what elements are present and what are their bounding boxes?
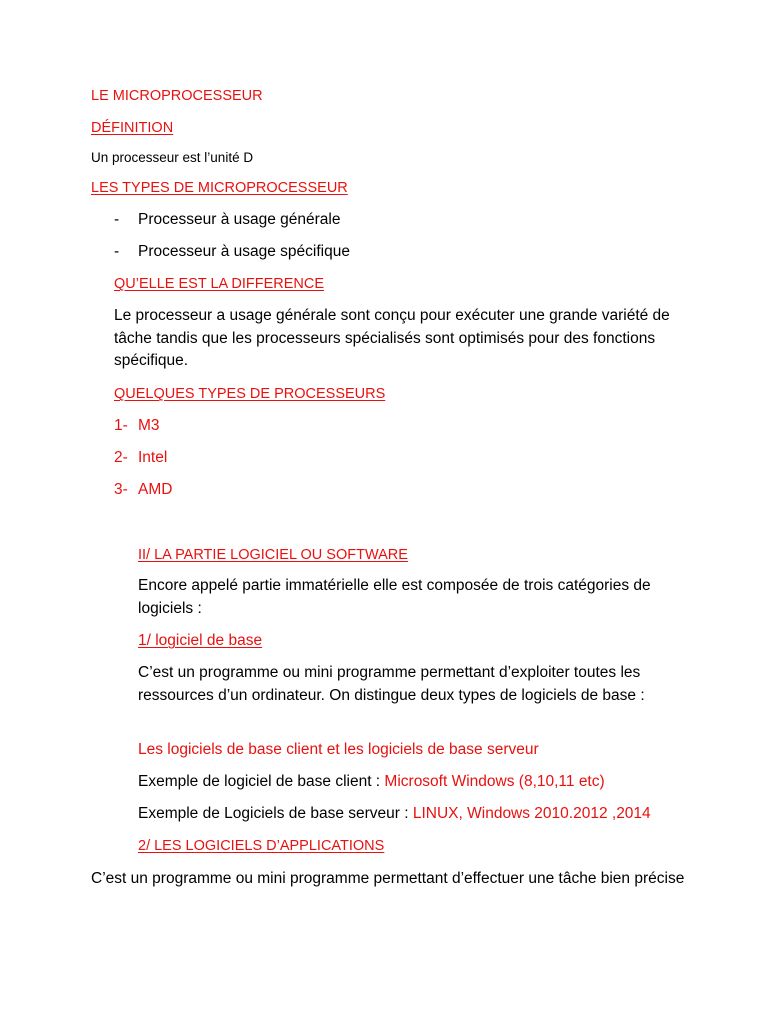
apps-paragraph: C’est un programme ou mini programme permettant d’effectuer une tâche bien précise [91,870,685,887]
software-intro: Encore appelé partie immatérielle elle est composée de trois catégories de logiciels : [138,577,651,617]
list-item: Processeur à usage générale [138,211,341,228]
client-example-label: Exemple de logiciel de base client : [138,773,385,790]
list-item: Processeur à usage spécifique [138,243,350,260]
definition-text: Un processeur est l’unité D [91,150,254,165]
software-heading: II/ LA PARTIE LOGICIEL OU SOFTWARE [138,547,408,563]
apps-heading: 2/ LES LOGICIELS D’APPLICATIONS [138,838,385,854]
some-types-heading: QUELQUES TYPES DE PROCESSEURS [114,386,386,402]
definition-heading: DÉFINITION [91,120,174,136]
server-example-value: LINUX, Windows 2010.2012 ,2014 [412,805,651,822]
list-item: AMD [138,481,173,498]
types-heading: LES TYPES DE MICROPROCESSEUR [91,180,348,196]
list-item-marker: 1- [114,417,128,434]
doc-title: LE MICROPROCESSEUR [91,88,263,104]
list-item-marker: - [114,243,120,260]
base-heading: 1/ logiciel de base [138,632,263,649]
list-item-marker: 2- [114,449,128,466]
server-example [138,803,651,825]
list-item-marker: - [114,211,120,228]
client-example [138,771,605,793]
base-paragraph: C’est un programme ou mini programme permettant d’exploiter toutes les ressources d’un ordinateur. On distingue deux types de logiciels de base : [138,664,645,704]
client-example-value: Microsoft Windows (8,10,11 etc) [384,773,605,790]
list-item: M3 [138,417,160,434]
base-types-line: Les logiciels de base client et les logiciels de base serveur [138,741,539,758]
server-example-label: Exemple de Logiciels de base serveur : [138,805,413,822]
difference-heading: QU’ELLE EST LA DIFFERENCE [114,276,325,292]
list-item: Intel [138,449,168,466]
difference-paragraph: Le processeur a usage générale sont conçu pour exécuter une grande variété de tâche tandis que les processeurs spécialisés sont optimisés pour des fonctions spécifique. [114,307,670,369]
list-item-marker: 3- [114,481,128,498]
